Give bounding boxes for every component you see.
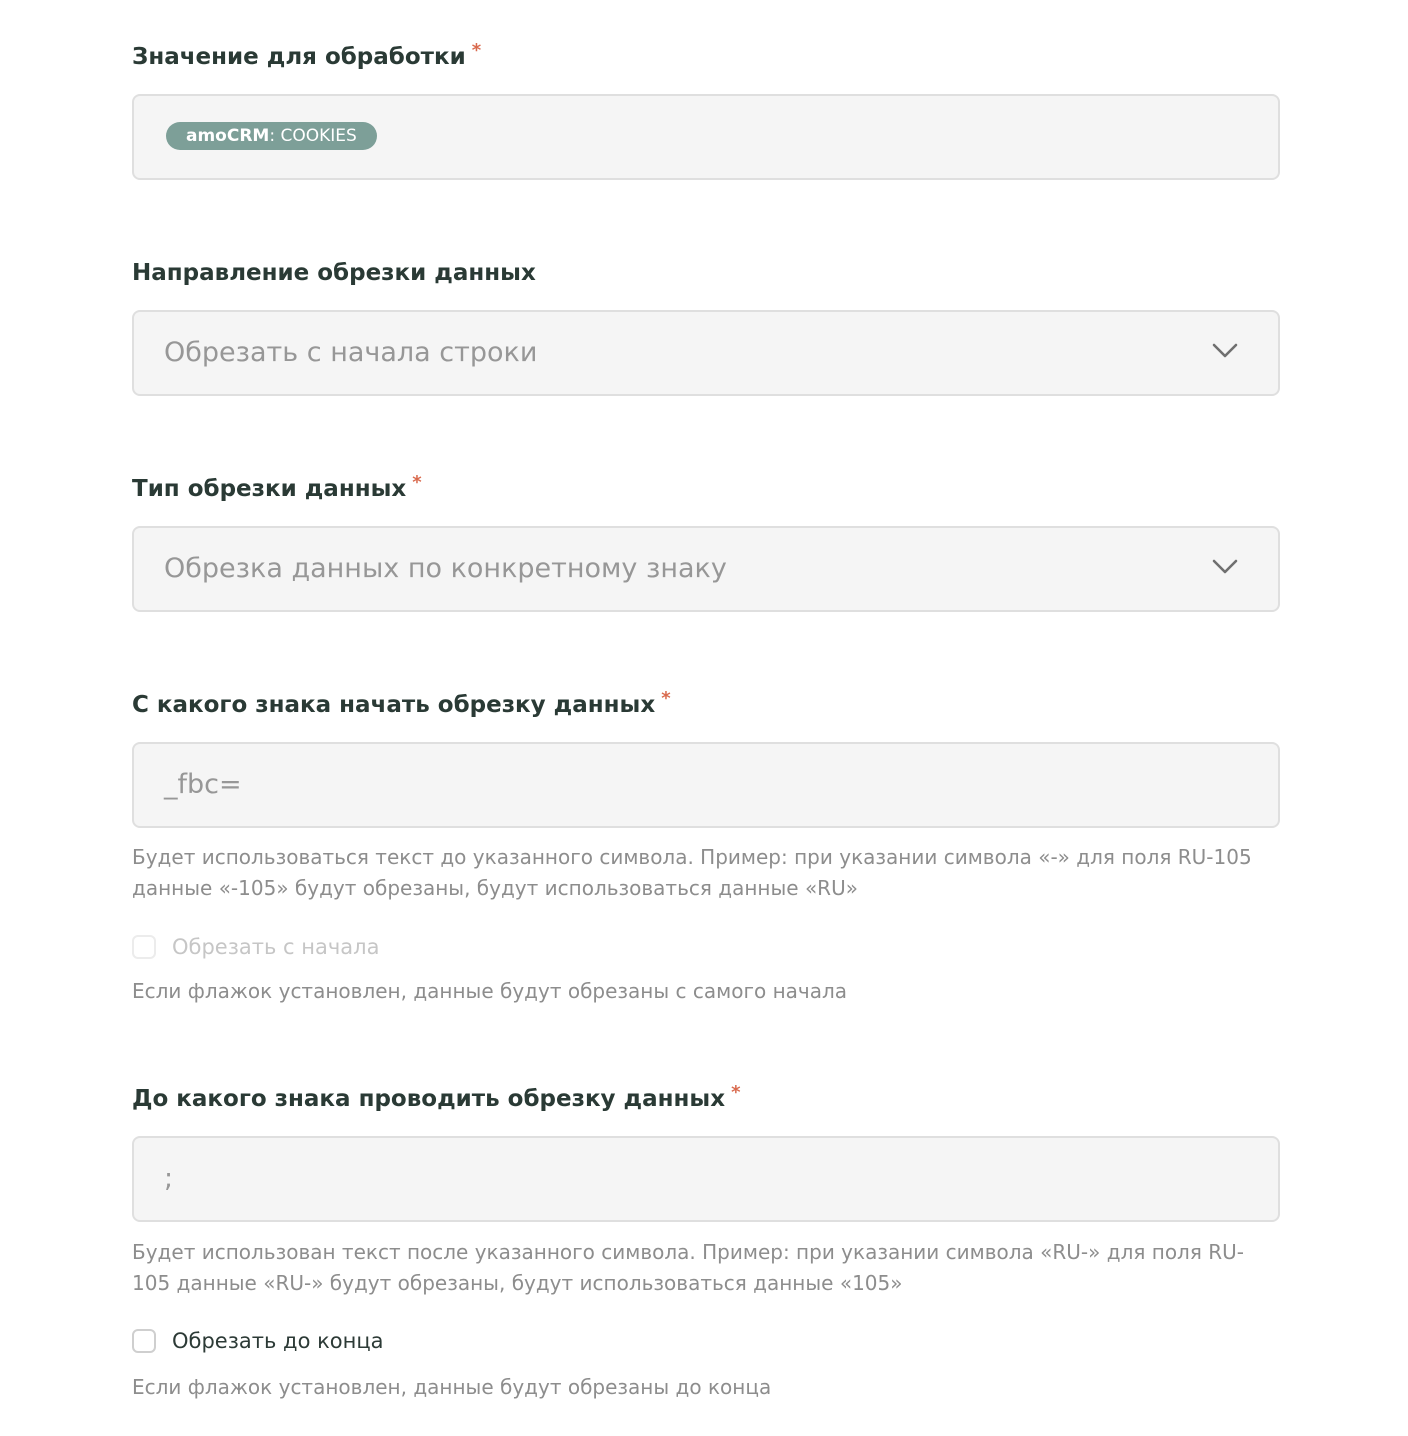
chevron-down-icon[interactable]: [1212, 343, 1238, 359]
start-char-value: _fbc=: [164, 769, 242, 800]
type-label: [132, 474, 422, 504]
trim-from-start-checkbox-row[interactable]: [132, 932, 379, 962]
required-mark: *: [731, 1082, 741, 1103]
end-char-value: ;: [164, 1163, 174, 1194]
value-label-text: Значение для обработки: [132, 44, 466, 70]
tag-separator: :: [269, 126, 281, 146]
value-label: [132, 42, 481, 72]
direction-label: [132, 258, 536, 288]
type-select[interactable]: [132, 526, 1280, 612]
direction-select[interactable]: [132, 310, 1280, 396]
required-mark: *: [661, 688, 671, 709]
end-char-input[interactable]: [132, 1136, 1280, 1222]
trim-to-end-checkbox-row[interactable]: [132, 1326, 384, 1356]
value-tag[interactable]: [166, 122, 377, 150]
trim-to-end-label: Обрезать до конца: [172, 1329, 384, 1353]
end-char-label-text: До какого знака проводить обрезку данных: [132, 1086, 726, 1112]
required-mark: *: [412, 472, 422, 493]
trim-to-end-hint: Если флажок установлен, данные будут обрезаны до конца: [132, 1375, 772, 1399]
direction-selected-value: Обрезать с начала строки: [164, 337, 538, 368]
trim-to-end-checkbox[interactable]: [132, 1329, 156, 1353]
trim-from-start-checkbox[interactable]: [132, 935, 156, 959]
direction-label-text: Направление обрезки данных: [132, 260, 536, 286]
trim-from-start-hint: Если флажок установлен, данные будут обрезаны с самого начала: [132, 979, 848, 1003]
tag-source: amoCRM: [186, 126, 270, 146]
type-label-text: Тип обрезки данных: [132, 476, 407, 502]
end-char-label: [132, 1084, 741, 1114]
required-mark: *: [471, 40, 482, 61]
trim-from-start-label: Обрезать с начала: [172, 935, 380, 959]
start-char-hint: Будет использоваться текст до указанного символа. Пример: при указании символа «-» для поля RU-105 данные «-105» будут обрезаны, будут использоваться данные «RU»: [132, 845, 1252, 900]
start-char-label: [132, 690, 671, 720]
end-char-hint: Будет использован текст после указанного символа. Пример: при указании символа «RU-» для поля RU-105 данные «RU-» будут обрезаны, будут использоваться данные «105»: [132, 1240, 1244, 1295]
chevron-down-icon[interactable]: [1212, 559, 1238, 575]
start-char-input[interactable]: [132, 742, 1280, 828]
type-selected-value: Обрезка данных по конкретному знаку: [164, 553, 727, 584]
tag-value: COOKIES: [280, 126, 357, 146]
start-char-label-text: С какого знака начать обрезку данных: [132, 692, 656, 718]
value-field[interactable]: [132, 94, 1280, 180]
